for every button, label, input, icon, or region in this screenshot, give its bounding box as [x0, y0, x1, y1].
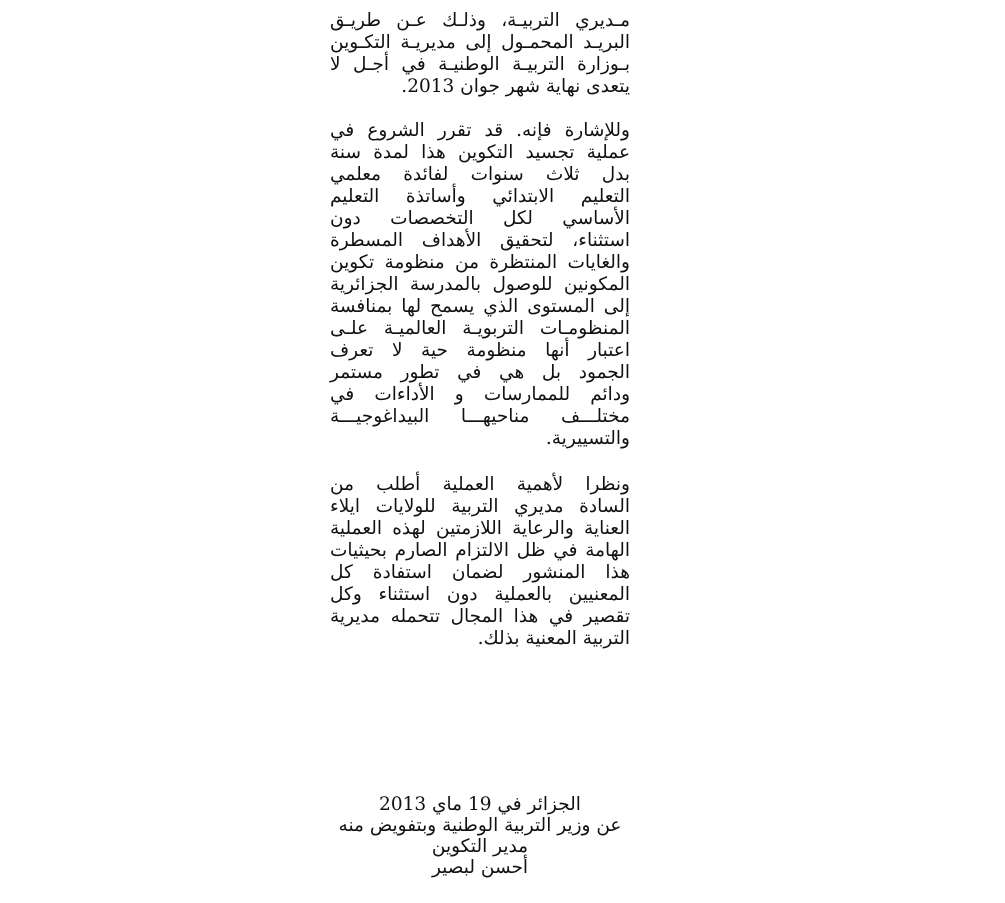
- text-line: المكونين للوصول بالمدرسة الجزائرية: [330, 274, 630, 295]
- text-line: البريـد المحمـول إلى مديريـة التكـوين: [330, 32, 630, 53]
- paragraph-request-directors: [330, 474, 630, 650]
- text-line: التعليم الابتدائي وأساتذة التعليم: [330, 186, 630, 207]
- text-line: والغايات المنتظرة من منظومة تكوين: [330, 252, 630, 273]
- paragraph-training-scope: [330, 120, 630, 450]
- text-line: عملية تجسيد التكوين هذا لمدة سنة: [330, 142, 630, 163]
- text-line: هذا المنشور لضمان استفادة كل: [330, 562, 630, 583]
- text-line: المنظومـات التربويـة العالميـة علـى: [330, 318, 630, 339]
- text-line: يتعدى نهاية شهر جوان 2013.: [401, 76, 630, 97]
- text-line: الهامة في ظل الالتزام الصارم بحيثيات: [330, 540, 630, 561]
- signature-block: [330, 794, 630, 878]
- paragraph-submission-deadline: [330, 10, 630, 98]
- paragraph-spacer: [330, 98, 630, 120]
- paragraph-spacer: [330, 450, 630, 474]
- text-line: السادة مديري التربية للولايات ايلاء: [330, 496, 630, 517]
- text-line: بـوزارة التربيـة الوطنيـة في أجـل لا: [330, 54, 630, 75]
- text-line: الأساسي لكل التخصصات دون: [330, 208, 630, 229]
- text-line: ودائم للممارسات و الأداءات في: [330, 384, 630, 405]
- text-line: تقصير في هذا المجال تتحمله مديرية: [330, 606, 630, 627]
- text-line: العناية والرعاية اللازمتين لهذه العملية: [330, 518, 630, 539]
- document-body: [330, 10, 630, 650]
- text-line: استثناء، لتحقيق الأهداف المسطرة: [330, 230, 630, 251]
- signature-title: مدير التكوين: [431, 836, 529, 857]
- text-line: مختلـــف مناحيهـــا البيداغوجيـــة: [330, 406, 630, 427]
- signature-name: أحسن لبصير: [431, 857, 529, 878]
- text-line: ونظرا لأهمية العملية أطلب من: [330, 474, 630, 495]
- text-line: بدل ثلاث سنوات لفائدة معلمي: [330, 164, 630, 185]
- text-line: مـديري التربيـة، وذلـك عـن طريـق: [330, 10, 630, 31]
- text-line: التربية المعنية بذلك.: [477, 628, 630, 649]
- signature-on-behalf: عن وزير التربية الوطنية وبتفويض منه: [338, 815, 622, 836]
- text-line: والتسييرية.: [545, 428, 630, 449]
- text-line: الجمود بل هي في تطور مستمر: [330, 362, 630, 383]
- text-line: المعنيين بالعملية دون استثناء وكل: [330, 584, 630, 605]
- text-line: وللإشارة فإنه. قد تقرر الشروع في: [330, 120, 630, 141]
- signature-place-date: الجزائر في 19 ماي 2013: [379, 794, 581, 815]
- text-line: إلى المستوى الذي يسمح لها بمنافسة: [330, 296, 630, 317]
- text-line: اعتبار أنها منظومة حية لا تعرف: [330, 340, 630, 361]
